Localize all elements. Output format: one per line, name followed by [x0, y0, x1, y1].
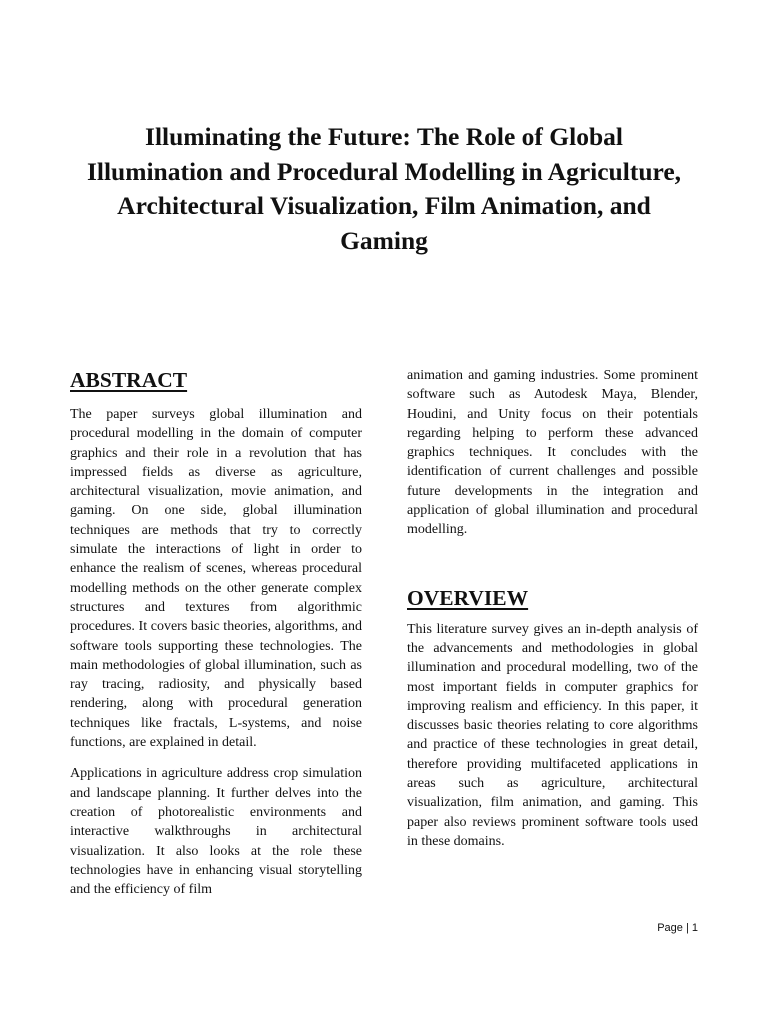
abstract-heading: ABSTRACT: [70, 368, 188, 392]
right-column: [407, 366, 698, 863]
paper-title: Illuminating the Future: The Role of Global Illumination and Procedural Modelling in Agriculture, Architectural Visualization, Film Animation, and Gaming: [86, 122, 682, 255]
abstract-paragraph-2: Applications in agriculture address crop simulation and landscape planning. It further delves into the creation of photorealistic environments and interactive walkthroughs in architectural visualization. It also looks at the role these technologies have in enhancing visual storytelling and the efficiency of film: [70, 766, 362, 898]
abstract-paragraph-2-continued: animation and gaming industries. Some prominent software such as Autodesk Maya, Blender, Houdini, and Unity focus on their potentials regarding helping to perform these advanced graphics techniques. It concludes with the identification of current challenges and possible future developments in the integration and application of global illumination and procedural modelling.: [407, 368, 698, 538]
abstract-paragraph-1: The paper surveys global illumination and procedural modelling in the domain of computer graphics and their role in a revolution that has impressed fields as diverse as agriculture, architectural visualization, movie animation, and gaming. On one side, global illumination techniques are methods that try to correctly simulate the interactions of light in order to enhance the realism of scenes, whereas procedural modelling methods on the other generate complex structures and textures from algorithmic procedures. It covers basic theories, algorithms, and software tools supporting these technologies. The main methodologies of global illumination, such as ray tracing, radiosity, and physically based rendering, along with procedural generation techniques like fractals, L-systems, and noise functions, are explained in detail.: [70, 407, 362, 751]
overview-paragraph: This literature survey gives an in-depth analysis of the advancements and methodologies in global illumination and procedural modelling, two of the most important fields in computer graphics for improving realism and efficiency. In this paper, it discusses basic theories relating to core algorithms and practice of these technologies in great detail, therefore providing multifaceted applications in areas such as agriculture, architectural visualization, film animation, and gaming. This paper also reviews prominent software tools used in these domains.: [407, 621, 698, 849]
overview-heading: OVERVIEW: [407, 585, 529, 610]
left-column: [70, 366, 362, 911]
page-number: Page | 1: [657, 922, 698, 934]
